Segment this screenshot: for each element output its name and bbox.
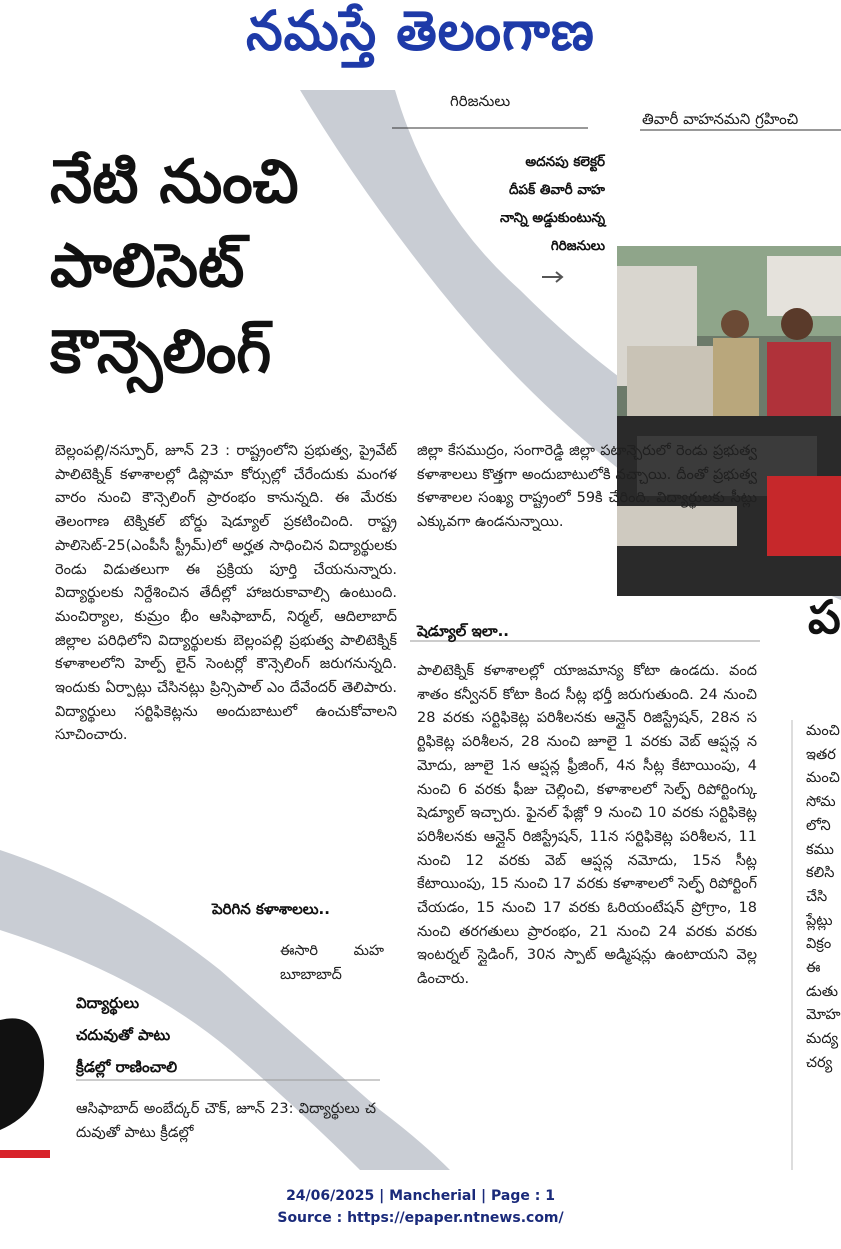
newspaper-page — [0, 90, 841, 1170]
page-footer — [0, 1170, 841, 1249]
fragment-line: ఈ — [806, 960, 821, 977]
main-headline-line-2: పాలిసెట్ — [50, 231, 245, 301]
main-headline-line-3: కౌన్సెలింగ్ — [50, 317, 272, 387]
fragment-line: కము — [806, 841, 834, 858]
fragment-line: సోమ — [806, 794, 836, 811]
right-column-fragments — [806, 720, 841, 1160]
main-article-col2-top: జిల్లా కేసముద్రం, సంగారెడ్డి జిల్లా పటాన్చెరులో రెండు ప్రభుత్వ కళాశాలలు కొత్తగా అందుబాటులోకి వచ్చాయి. దీంతో ప్రభుత్వ కళాశాలల సంఖ్య రాష్ట్రంలో 59కి చేరింది. విద్యార్థులకు సీట్లు ఎక్కువగా ఉండనున్నాయి. — [417, 443, 757, 531]
caption-arrow-icon — [542, 270, 566, 284]
side-headline-line-1: విద్యార్థులు — [76, 994, 140, 1012]
main-article-col2-schedule: పాలిటెక్నిక్ కళాశాలల్లో యాజమాన్య కోటా ఉండదు. వంద శాతం కన్వీనర్ కోటా కింద సీట్ల భర్తీ జరుగుతుంది. 24 నుంచి 28 వరకు సర్టిఫికెట్ల పరిశీలనకు ఆన్లైన్ రిజిస్ట్రేషన్, 28న సర్టిఫికెట్ల పరిశీలన, 28 నుంచి జూలై 1 వరకు వెబ్ ఆప్షన్ల నమోదు, జూలై 1న ఆప్షన్ల ఫ్రీజింగ్, 4న సీట్ల కేటాయింపు, 4 నుంచి 6 వరకు ఫీజు చెల్లించి, కళాశాలలో సెల్ఫ్ రిపోర్టింగ్కు షెడ్యూల్ ఇచ్చారు. ఫైనల్ ఫేజ్లో 9 నుంచి 10 వరకు సర్టిఫికెట్ల పరిశీలనకు ఆన్లైన్ రిజిస్ట్రేషన్, 11న సర్టిఫికెట్ల పరిశీలన, 11 నుంచి 12 వరకు వెబ్ ఆప్షన్ల నమోదు, 15న సీట్ల కేటాయింపు, 15 నుంచి 17 వరకు కళాశాలలో సెల్ఫ్ రిపోర్టింగ్ చేయడం, 15 నుంచి 17 వరకు ఓరియంటేషన్ ప్రోగ్రాం, 18 నుంచి తరగతులు ప్రారంభం, 21 నుంచి 24 వరకు వరకు ఇంటర్నల్ స్లైడింగ్, 30న స్పాట్ అడ్మిషన్లు ఉంటాయని వెల్లడించారు. — [417, 663, 757, 988]
fragment-line: చేసి — [806, 888, 828, 905]
top-fragment-right: తివారీ వాహనమని గ్రహించి — [642, 110, 799, 128]
top-fragment-left: గిరిజనులు — [450, 92, 511, 110]
fragment-line: మంచి — [806, 723, 840, 739]
main-article-col1: బెల్లంపల్లి/నస్పూర్, జూన్ 23 : రాష్ట్రంలోని ప్రభుత్వ, ప్రైవేట్ పాలిటెక్నిక్ కళాశాలల్లో డిప్లొమా కోర్సుల్లో చేరేందుకు మంగళవారం నుంచి కౌన్సెలింగ్ ప్రారంభం కానున్నది. ఈ మేరకు తెలంగాణ టెక్నికల్ బోర్డు షెడ్యూల్ ప్రకటించింది. రాష్ట్ర పాలిసెట్-25(ఎంపీసీ స్ట్రీమ్)లో అర్హత సాధించిన విద్యార్థులకు రెండు విడుతలుగా ఈ ప్రక్రియ పూర్తి చేయనున్నారు. విద్యార్థులకు నిర్దేశించిన తేదీల్లో హాజరుకావాల్సి ఉంటుంది. మంచిర్యాల, కుమ్రం భీం ఆసిఫాబాద్, నిర్మల్, ఆదిలాబాద్ జిల్లాల పరిధిలోని విద్యార్థులకు బెల్లంపల్లి ప్రభుత్వ పాలిటెక్నిక్ కళాశాలలోని హెల్ప్ లైన్ సెంటర్లో కౌన్సెలింగ్ జరుగనున్నది. ఇందుకు ఏర్పాట్లు చేసినట్లు ప్రిన్సిపాల్ ఎం దేవేందర్ తెలిపారు. విద్యార్థులు సర్టిఫికెట్లను అందుబాటులో ఉంచుకోవాలని సూచించారు. — [55, 443, 397, 744]
fragment-line: చర్య — [806, 1054, 833, 1071]
fragment-line: ప్లేట్లు — [806, 912, 833, 929]
photo-caption — [440, 148, 605, 260]
left-red-graphic — [0, 1000, 50, 1158]
side-headline-line-3: క్రీడల్లో రాణించాలి — [76, 1058, 178, 1076]
fragment-line: మంచి — [806, 770, 840, 787]
fragment-line: లోని — [806, 817, 831, 834]
caption-line: అదనపు కలెక్టర్ — [525, 154, 605, 170]
newspaper-title: నమస్తే తెలంగాణ — [246, 0, 595, 64]
fragment-line: మోహ — [806, 1007, 841, 1024]
col1-tail-text: ఈసారి మహబూబాబాద్ — [280, 943, 384, 983]
footer-date-edition: 24/06/2025 | Mancherial | Page : 1 — [286, 1188, 555, 1204]
masthead — [0, 0, 841, 90]
fragment-line: ఇతర — [806, 746, 836, 763]
main-headline-line-1: నేటి నుంచి — [50, 147, 299, 217]
red-letter-fragment-icon — [0, 1000, 50, 1158]
side-article-text: ఆసిఫాబాద్ అంబేద్కర్ చౌక్, జూన్ 23: విద్యార్థులు చదువుతో పాటు క్రీడల్లో — [76, 1101, 376, 1141]
fragment-line: విక్రం — [806, 936, 832, 953]
caption-line: దీపక్ తివారీ వాహ — [509, 182, 605, 198]
caption-line: గిరిజనులు — [550, 238, 605, 254]
fragment-line: మద్య — [806, 1031, 839, 1048]
fragment-line: డుతు — [806, 983, 839, 1000]
subhead-colleges-increased: పెరిగిన కళాశాలలు.. — [212, 900, 330, 918]
right-headline-fragment: ప — [808, 590, 841, 644]
caption-line: నాన్ని అడ్డుకుంటున్న — [500, 210, 605, 226]
fragment-line: కలిసి — [806, 865, 835, 882]
subhead-schedule: షెడ్యూల్ ఇలా.. — [417, 622, 509, 640]
side-headline-line-2: చదువుతో పాటు — [76, 1026, 171, 1044]
footer-source-link[interactable]: Source : https://epaper.ntnews.com/ — [277, 1210, 564, 1226]
